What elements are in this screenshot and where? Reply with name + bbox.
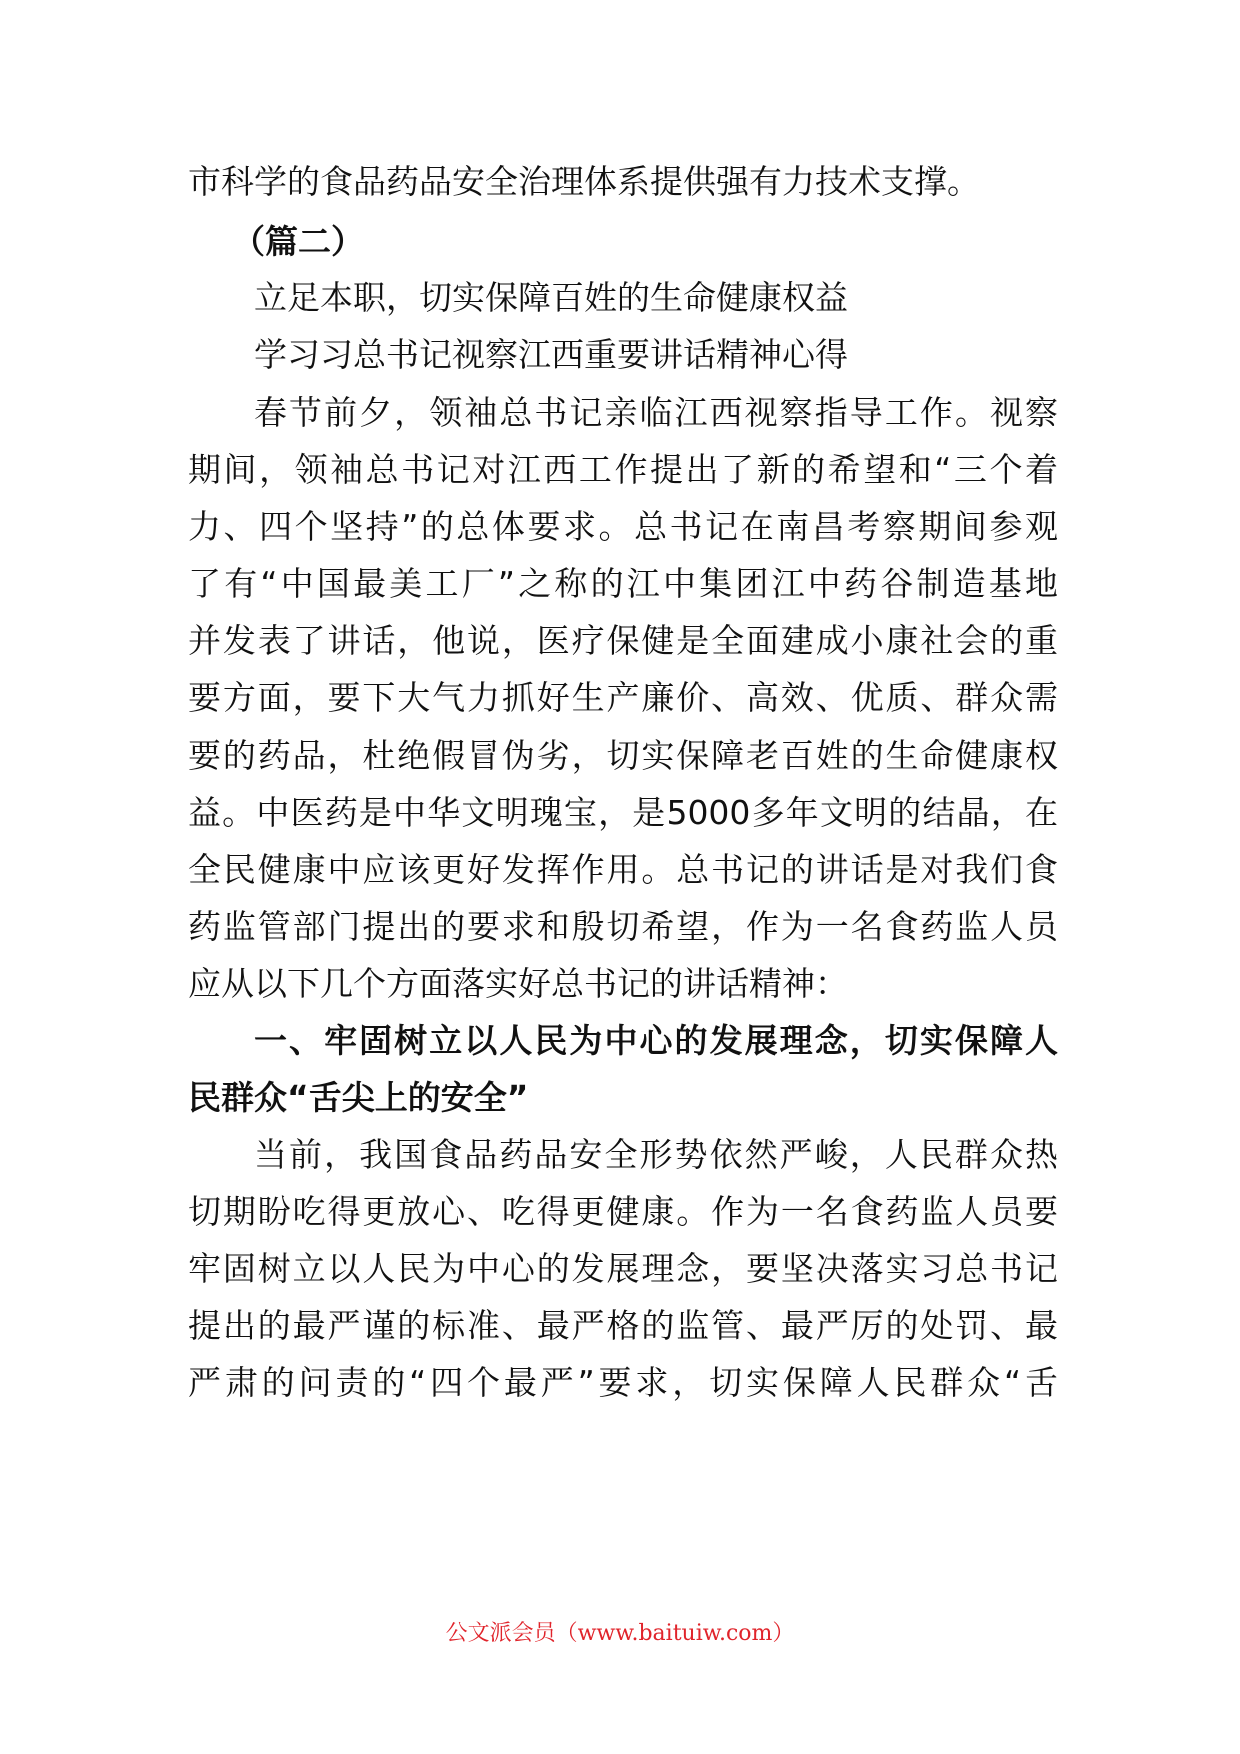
body-text-line: 提出的最严谨的标准、最严格的监管、最严厉的处罚、最 <box>188 1306 1058 1345</box>
body-text-line: 期间，领袖总书记对江西工作提出了新的希望和“三个着 <box>188 450 1058 489</box>
section-heading: 一、牢固树立以人民为中心的发展理念，切实保障人 <box>254 1021 1058 1060</box>
footer-watermark: 公文派会员（www.baituiw.com） <box>445 1621 795 1646</box>
body-text-line: 严肃的问责的“四个最严”要求，切实保障人民群众“舌 <box>188 1363 1058 1402</box>
body-text-line: 要方面，要下大气力抓好生产廉价、高效、优质、群众需 <box>188 678 1058 717</box>
body-text-line: 市科学的食品药品安全治理体系提供强有力技术支撑。 <box>188 162 980 201</box>
article-title: 立足本职，切实保障百姓的生命健康权益 <box>254 278 848 317</box>
body-text-line: 力、四个坚持”的总体要求。总书记在南昌考察期间参观 <box>188 507 1058 546</box>
body-text-line: 益。中医药是中华文明瑰宝，是5000多年文明的结晶，在 <box>188 793 1058 832</box>
body-text-line: 应从以下几个方面落实好总书记的讲话精神： <box>188 964 848 1003</box>
body-text-line: 并发表了讲话，他说，医疗保健是全面建成小康社会的重 <box>188 621 1058 660</box>
body-text-line: 全民健康中应该更好发挥作用。总书记的讲话是对我们食 <box>188 850 1058 889</box>
body-text-line: 牢固树立以人民为中心的发展理念，要坚决落实习总书记 <box>188 1249 1058 1288</box>
body-text-line: 要的药品，杜绝假冒伪劣，切实保障老百姓的生命健康权 <box>188 736 1058 775</box>
section-label: （篇二） <box>232 222 364 261</box>
body-text-line: 当前，我国食品药品安全形势依然严峻，人民群众热 <box>254 1135 1058 1174</box>
body-text-line: 春节前夕，领袖总书记亲临江西视察指导工作。视察 <box>254 393 1058 432</box>
body-text-line: 药监管部门提出的要求和殷切希望，作为一名食药监人员 <box>188 907 1058 946</box>
body-text-line: 了有“中国最美工厂”之称的江中集团江中药谷制造基地 <box>188 564 1058 603</box>
body-text-line: 切期盼吃得更放心、吃得更健康。作为一名食药监人员要 <box>188 1192 1058 1231</box>
article-subtitle: 学习习总书记视察江西重要讲话精神心得 <box>254 335 848 374</box>
section-heading: 民群众“舌尖上的安全” <box>188 1078 529 1117</box>
